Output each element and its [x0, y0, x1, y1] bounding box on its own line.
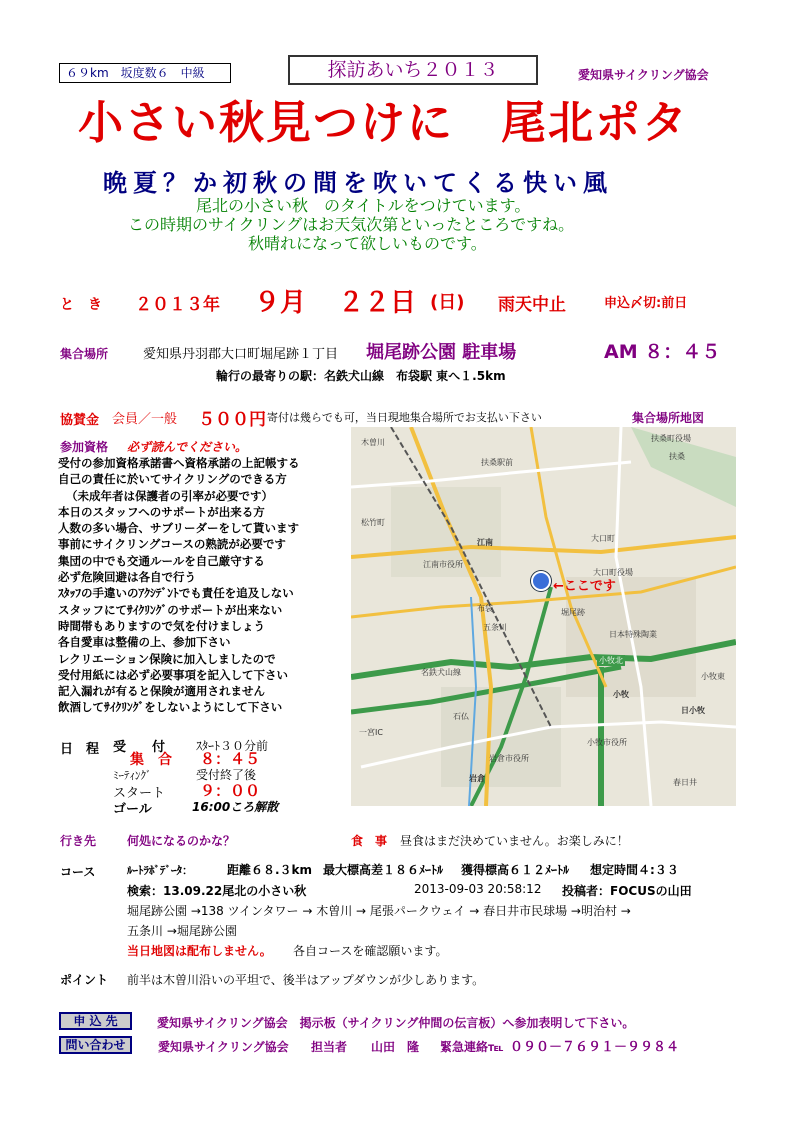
- meal-label: 食 事: [351, 834, 388, 848]
- map-label-gojo-river: 五条川: [483, 623, 507, 632]
- schedule-start-name: スタート: [113, 786, 166, 801]
- map-label-ngk: 日本特殊陶業: [609, 630, 657, 639]
- point-text: 前半は木曽川沿いの平坦で、後半はアップダウンが少しあります。: [127, 973, 485, 987]
- list-item: 自己の責任に於いてサイクリングのできる方: [58, 472, 287, 487]
- intro-line-2: この時期のサイクリングはお天気次第といったところですね。: [128, 215, 575, 234]
- contact-label-box: [59, 1036, 132, 1054]
- point-label: ポイント: [60, 973, 109, 987]
- event-series: 探訪あいち２０１３: [327, 59, 499, 81]
- contact-org: 愛知県サイクリング協会: [158, 1040, 289, 1054]
- list-item: スタッフにてｻｲｸﾘﾝｸﾞのサポートが出来ない: [58, 602, 283, 617]
- meeting-address: 愛知県丹羽郡大口町堀尾跡１丁目: [143, 347, 339, 362]
- map-label-komaki: 小牧: [613, 690, 629, 699]
- fee-label: 協賛金: [60, 413, 100, 428]
- schedule-uketsuke-name: 受 付: [113, 740, 166, 755]
- contact-person-label: 担当者: [311, 1040, 348, 1054]
- map-pin-icon[interactable]: [531, 571, 551, 591]
- contact-phone-label: 緊急連絡℡: [440, 1040, 504, 1054]
- date-month: ９月: [254, 288, 307, 318]
- schedule-start-value: ９：００: [200, 782, 261, 800]
- map-here-label: ←ここです: [553, 579, 616, 594]
- map-label-oguchi: 大口町: [591, 534, 615, 543]
- course-gain: 獲得標高６１２ﾒｰﾄﾙ: [461, 863, 570, 877]
- map-label-fuso-station: 扶桑駅前: [481, 458, 513, 467]
- schedule-uketsuke-value: ｽﾀｰﾄ３０分前: [196, 739, 269, 753]
- schedule-goal-value: 16:00ころ解散: [192, 800, 279, 814]
- schedule-label: 日 程: [60, 742, 100, 757]
- qualification-must: 必ず読んでください。: [127, 440, 248, 454]
- list-item: 必ず危険回避は各自で行う: [58, 570, 196, 585]
- course-confirm: 各自コースを確認願います。: [293, 944, 448, 958]
- course-max-alt: 最大標高差１８６ﾒｰﾄﾙ: [323, 863, 444, 877]
- list-item: レクリエーション保険に加入しましたので: [58, 651, 276, 666]
- contact-phone: ０９０－７６９１－９９８４: [510, 1040, 680, 1055]
- apply-label: 申 込 先: [73, 1014, 118, 1028]
- map-label-hotei: 布袋: [477, 604, 493, 613]
- map-label-kasugai: 春日井: [673, 778, 697, 787]
- list-item: 受付用紙には必ず必要事項を記入して下さい: [58, 667, 288, 682]
- map-label-oguchi-office: 大口町役場: [593, 568, 633, 577]
- course-info-box: [59, 63, 231, 83]
- schedule-meet-name: 集 合: [130, 752, 172, 768]
- map-label: 集合場所地図: [632, 411, 705, 425]
- map-label-komaki-higashi: 小牧東: [701, 672, 725, 681]
- list-item: 記入漏れが有ると保険が適用されません: [58, 684, 265, 699]
- map-label-fuso: 扶桑: [669, 452, 685, 461]
- map-label-komaki-kita: 小牧北: [599, 656, 623, 665]
- list-item: 人数の多い場合、サブリーダーをして貰います: [58, 521, 300, 536]
- course-route-2: 五条川 →堀尾跡公園: [127, 924, 237, 938]
- intro-line-3: 秋晴れになって欲しいものです。: [248, 234, 487, 253]
- contact-label: 問い合わせ: [65, 1038, 126, 1052]
- date-weekday: (日): [430, 292, 465, 313]
- contact-person: 山田 隆: [371, 1040, 420, 1054]
- course-search: 検索：13.09.22尾北の小さい秋: [127, 884, 307, 898]
- meal-text: 昼食はまだ決めていません。お楽しみに！: [400, 834, 629, 848]
- event-series-box: [288, 55, 538, 85]
- map-label-komaki-city: 日小牧: [681, 706, 705, 715]
- map-label-konan: 江南: [477, 538, 493, 547]
- list-item: 集団の中でも交通ルールを自己厳守する: [58, 553, 265, 568]
- map-label-ishibotoke: 石仏: [453, 712, 469, 721]
- page-title: 小さい秋見つけに 尾北ポタ: [78, 96, 690, 149]
- date-year: ２０１３年: [135, 295, 220, 315]
- subtitle: 晩夏？か初秋の間を吹いてくる快い風: [103, 169, 613, 197]
- list-item: ｽﾀｯﾌの手違いのｱｸｼﾃﾞﾝﾄでも責任を追及しない: [58, 586, 294, 601]
- course-source: ﾙｰﾄﾗﾎﾞﾃﾞｰﾀ：: [127, 864, 193, 877]
- date-day: ２２日: [338, 288, 417, 318]
- course-info: ６９km 坂度数６ 中級: [66, 66, 205, 80]
- map-label-konan-office: 江南市役所: [423, 560, 463, 569]
- schedule-meet-value: ８：４５: [200, 750, 261, 768]
- map-label-iwakura: 岩倉: [469, 774, 485, 783]
- meeting-time: AM ８：４５: [604, 341, 721, 363]
- date-label: と き: [60, 297, 102, 313]
- destination-text: 何処になるのかな？: [127, 834, 236, 848]
- course-route-1: 堀尾跡公園 →138 ツインタワー → 木曽川 → 尾張パークウェイ → 春日井市民球場 →明治村 →: [127, 904, 631, 918]
- list-item: 各自愛車は整備の上、参加下さい: [58, 635, 231, 650]
- meeting-place: 堀尾跡公園 駐車場: [366, 342, 517, 363]
- destination-label: 行き先: [60, 834, 97, 848]
- apply-label-box: [59, 1012, 132, 1030]
- fee-amount: ５００円: [198, 410, 266, 430]
- map-label-ichinomiya-ic: 一宮IC: [359, 728, 383, 737]
- qualification-list: [58, 455, 348, 716]
- schedule-meeting-name: ﾐｰﾃｨﾝｸﾞ: [113, 769, 152, 782]
- list-item: 時間帯もありますので気を付けましょう: [58, 618, 265, 633]
- meeting-label: 集合場所: [60, 347, 109, 361]
- meeting-place-map[interactable]: [351, 427, 736, 806]
- map-label-shochiku: 松竹町: [361, 518, 385, 527]
- fee-member: 会員／一般: [112, 412, 178, 427]
- map-label-kiso-river: 木曽川: [361, 438, 385, 447]
- map-graphic: [351, 427, 736, 806]
- rain-cancel: 雨天中止: [498, 295, 566, 315]
- organizer: 愛知県サイクリング協会: [578, 68, 709, 82]
- list-item: （未成年者は保護者の引率が必要です）: [66, 488, 273, 503]
- course-time: 想定時間４:３３: [590, 863, 679, 877]
- course-posted: 2013-09-03 20:58:12: [414, 882, 542, 896]
- map-label-iwakura-office: 岩倉市役所: [489, 754, 529, 763]
- map-notice: 当日地図は配布しません。: [127, 944, 272, 958]
- course-poster: 投稿者：FOCUSの山田: [562, 884, 692, 898]
- map-label-meitetsu: 名鉄犬山線: [421, 668, 461, 677]
- list-item: 受付の参加資格承諾書へ資格承諾の上記帳する: [58, 456, 300, 470]
- map-label-komaki-office: 小牧市役所: [587, 738, 627, 747]
- list-item: 飲酒してｻｲｸﾘﾝｸﾞをしないようにして下さい: [58, 700, 283, 715]
- qualification-label: 参加資格: [60, 440, 109, 454]
- list-item: 本日のスタッフへのサポートが出来る方: [58, 504, 265, 519]
- list-item: 事前にサイクリングコースの熟読が必要です: [58, 537, 286, 552]
- apply-text: 愛知県サイクリング協会 掲示板（サイクリング仲間の伝言板）へ参加表明して下さい。: [157, 1016, 635, 1030]
- map-label-fuso-town: 扶桑町役場: [651, 434, 691, 443]
- nearest-station: 輪行の最寄りの駅：名鉄犬山線 布袋駅 東へ１.5km: [216, 369, 506, 383]
- map-label-horiobi: 堀尾跡: [561, 608, 585, 617]
- course-label: コース: [60, 865, 96, 879]
- schedule-meeting-value: 受付終了後: [196, 768, 257, 782]
- intro-line-1: 尾北の小さい秋 のタイトルをつけています。: [196, 196, 531, 215]
- schedule-goal-name: ゴール: [113, 802, 152, 817]
- course-distance: 距離６８.３km: [227, 863, 313, 877]
- deadline: 申込〆切:前日: [604, 296, 688, 311]
- fee-note: 寄付は幾らでも可，当日現地集合場所でお支払い下さい: [267, 411, 542, 424]
